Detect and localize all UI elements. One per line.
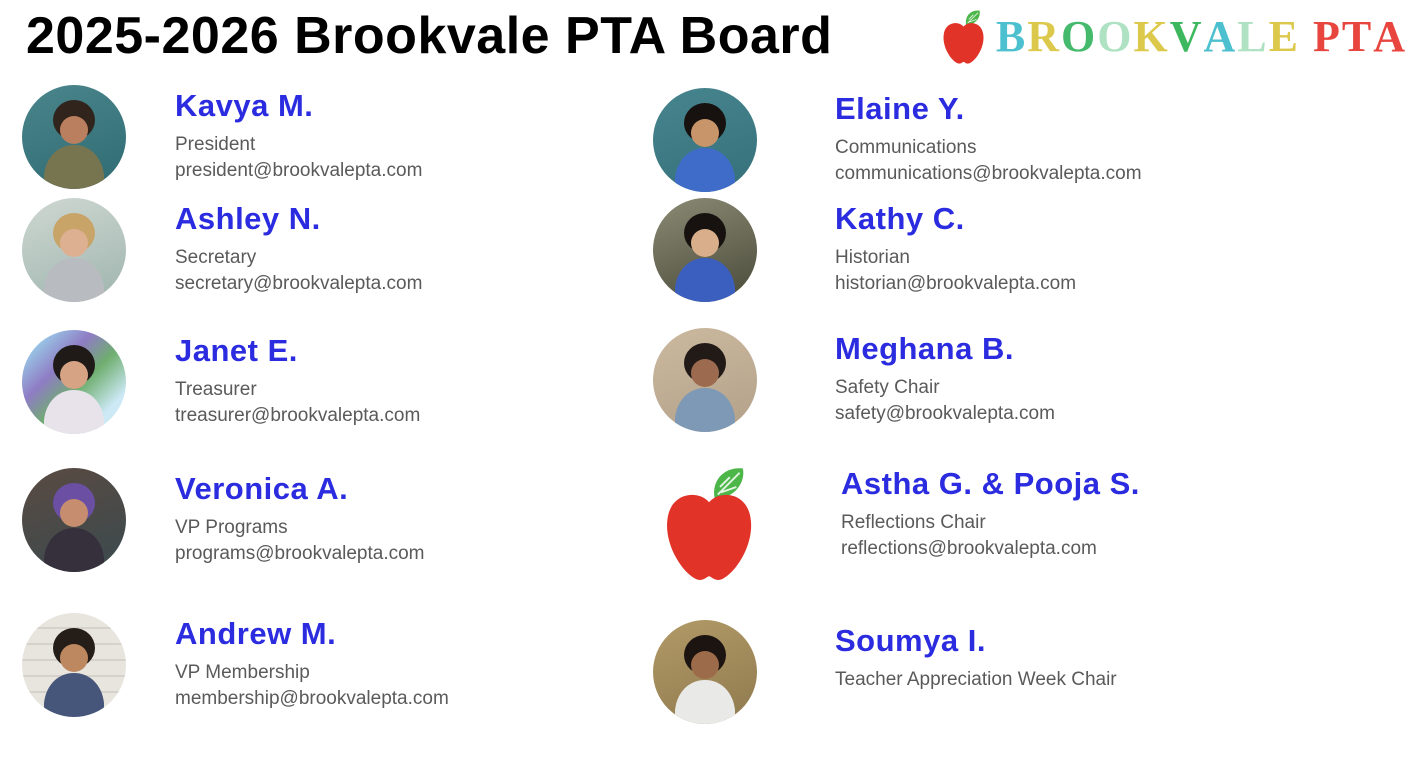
member-avatar [653,328,757,432]
member-role: Teacher Appreciation Week Chair [835,668,1117,690]
logo-letter: P [1312,12,1342,61]
board-member-row [653,463,1142,585]
member-text-block [835,88,1142,187]
member-avatar [653,463,763,585]
person-photo-icon [22,330,126,434]
member-text-block [835,328,1055,427]
member-text-block [835,198,1076,297]
board-left-column [22,85,449,717]
logo-wordmark [995,12,1407,61]
member-avatar [22,85,126,189]
member-avatar [22,330,126,434]
member-text-block [175,468,425,567]
member-role: Reflections Chair [841,511,986,533]
member-name: Elaine Y. [835,91,965,126]
board-member-row [653,620,1142,724]
board-member-row [22,330,449,434]
member-name: Janet E. [175,333,298,368]
logo-letter: A [1203,12,1238,61]
member-text-block [175,330,420,429]
member-name: Kathy C. [835,201,965,236]
member-avatar [653,620,757,724]
member-name: Ashley N. [175,201,321,236]
member-email: historian@brookvalepta.com [835,272,1077,294]
member-text-block [175,198,422,297]
member-text-block [835,620,1117,693]
board-member-row [653,328,1142,432]
apple-icon [653,463,763,585]
member-email: reflections@brookvalepta.com [841,537,1097,559]
member-role: President [175,133,256,155]
member-avatar [653,198,757,302]
person-photo-icon [22,613,126,717]
person-photo-icon [653,198,757,302]
member-role: VP Membership [175,661,310,683]
member-text-block [175,613,449,712]
person-photo-icon [22,468,126,572]
logo-letter [1300,15,1313,59]
person-photo-icon [653,620,757,724]
member-name: Meghana B. [835,331,1014,366]
member-role: Communications [835,136,977,158]
member-text-block [175,85,422,184]
logo-letter: E [1268,12,1300,61]
member-role: Safety Chair [835,376,940,398]
member-text-block [841,463,1140,562]
board-member-row [22,198,449,302]
member-name: Andrew M. [175,616,337,651]
member-name: Veronica A. [175,471,349,506]
logo-letter: T [1341,12,1374,61]
brookvale-pta-logo [938,8,1407,66]
logo-letter: R [1027,12,1061,61]
logo-letter: O [1097,12,1134,61]
board-member-row [22,468,449,572]
page-title: 2025-2026 Brookvale PTA Board [26,7,833,65]
member-avatar [22,198,126,302]
board-right-column [653,85,1142,724]
logo-letter: L [1237,12,1269,61]
member-email: programs@brookvalepta.com [175,542,425,564]
member-email: membership@brookvalepta.com [175,687,449,709]
logo-letter: B [995,12,1028,61]
member-avatar [653,88,757,192]
person-photo-icon [653,88,757,192]
member-email: treasurer@brookvalepta.com [175,404,421,426]
member-email: communications@brookvalepta.com [835,162,1142,184]
member-name: Kavya M. [175,88,314,123]
member-name: Astha G. & Pooja S. [841,466,1140,501]
board-member-row [22,85,449,189]
member-role: Treasurer [175,378,257,400]
logo-letter: K [1133,12,1170,61]
member-role: Secretary [175,246,257,268]
logo-letter: V [1169,12,1204,61]
member-email: safety@brookvalepta.com [835,402,1055,424]
person-photo-icon [22,198,126,302]
board-member-row [653,198,1142,302]
board-member-row [22,613,449,717]
member-name: Soumya I. [835,623,986,658]
member-email: secretary@brookvalepta.com [175,272,423,294]
member-role: Historian [835,246,910,268]
person-photo-icon [22,85,126,189]
logo-letter: A [1373,12,1407,61]
member-avatar [22,468,126,572]
board-member-row [653,88,1142,192]
logo-letter: O [1060,12,1098,61]
member-email: president@brookvalepta.com [175,159,423,181]
member-role: VP Programs [175,516,288,538]
member-avatar [22,613,126,717]
apple-logo-icon [938,8,988,66]
person-photo-icon [653,328,757,432]
